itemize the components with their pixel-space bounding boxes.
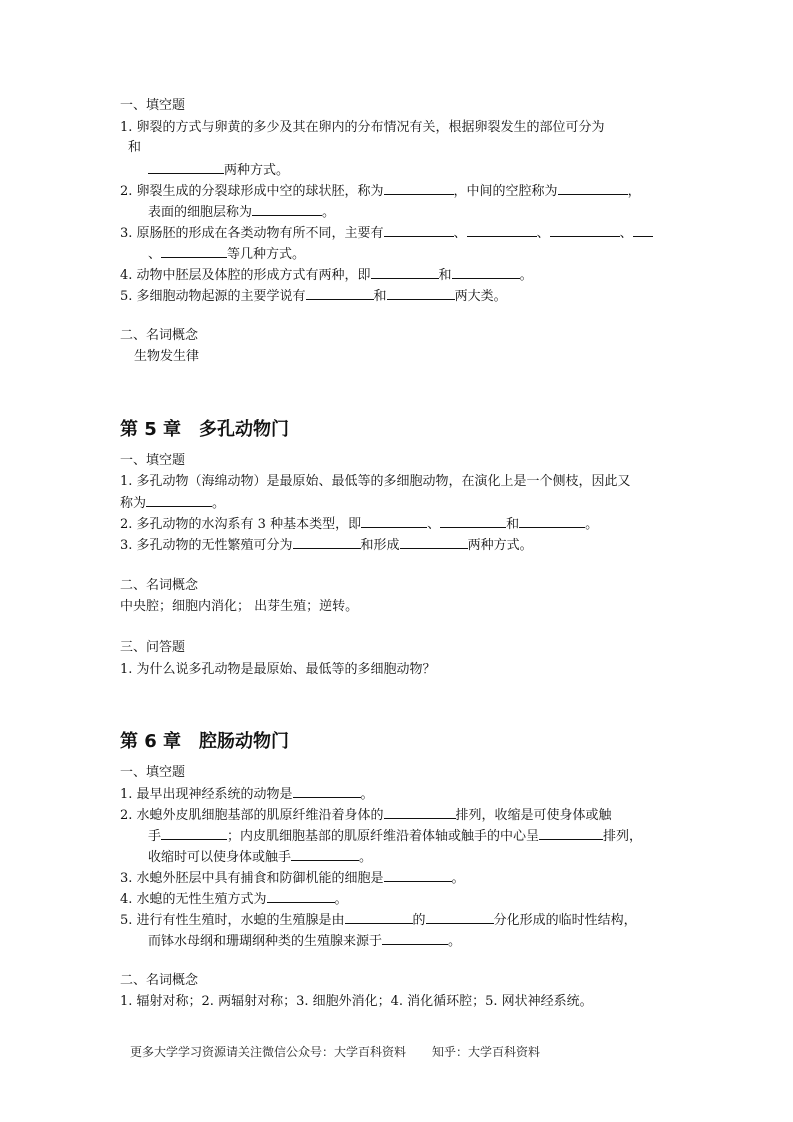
section-heading-fill: 一、填空题 (120, 765, 186, 780)
q-text: 5. 多细胞动物起源的主要学说有 (120, 289, 306, 304)
question-2 (120, 515, 598, 533)
q-text: 手 (148, 829, 162, 844)
q-text: 1. 卵裂的方式与卵黄的多少及其在卵内的分布情况有关，根据卵裂发生的部位可分为 (120, 120, 605, 135)
question-1-cont (128, 139, 141, 156)
q-text: 。 (519, 268, 533, 283)
q-text: 和 (373, 289, 387, 304)
question-1 (120, 119, 605, 136)
section-heading-terms: 二、名词概念 (120, 578, 199, 593)
footer-zhihu: 知乎：大学百科资料 (432, 1045, 541, 1059)
q-text: 两大类。 (454, 289, 507, 304)
q-text: 。 (451, 871, 465, 886)
answer-blank[interactable] (146, 494, 212, 507)
q-text: 的 (412, 913, 426, 928)
question-1-cont2 (148, 161, 289, 179)
q-text: 。 (334, 892, 348, 907)
q-text: 和 (438, 268, 452, 283)
q-text: 2. 卵裂生成的分裂球形成中空的球状胚，称为 (120, 184, 384, 199)
footer-wechat: 更多大学学习资源请关注微信公众号：大学百科资料 (130, 1045, 407, 1059)
q-text: 。 (448, 934, 462, 949)
chapter-5-title: 第 5 章 多孔动物门 (120, 419, 290, 440)
q-text: 。 (322, 205, 336, 220)
answer-blank[interactable] (440, 515, 506, 528)
q-text: 2. 水螅外皮肌细胞基部的肌原纤维沿着身体的 (120, 808, 384, 823)
q-sep: 、 (619, 226, 633, 241)
answer-blank[interactable] (519, 515, 585, 528)
question-2 (120, 806, 612, 824)
q-text: 3. 多孔动物的无性繁殖可分为 (120, 538, 293, 553)
q-text: 两种方式。 (467, 538, 533, 553)
answer-blank[interactable] (382, 932, 448, 945)
q-text: 收缩时可以使身体或触手 (148, 850, 292, 865)
q-text: 。 (360, 787, 374, 802)
answer-blank[interactable] (293, 785, 361, 798)
q-text: 5. 进行有性生殖时，水螅的生殖腺是由 (120, 913, 345, 928)
question-2-cont2 (148, 848, 372, 866)
answer-blank[interactable] (161, 245, 227, 258)
q-sep: 、 (453, 226, 467, 241)
question-5-cont (148, 932, 461, 950)
q-text: 4. 水螅的无性生殖方式为 (120, 892, 267, 907)
q-text: 3. 水螅外胚层中具有捕食和防御机能的细胞是 (120, 871, 384, 886)
q-text: 等几种方式。 (227, 247, 306, 262)
answer-blank[interactable] (345, 911, 413, 924)
answer-blank[interactable] (384, 869, 452, 882)
answer-blank[interactable] (558, 182, 628, 195)
question-4 (120, 266, 533, 284)
answer-blank[interactable] (539, 827, 603, 840)
answer-blank[interactable] (306, 287, 374, 300)
section-heading-qa: 三、问答题 (120, 640, 186, 655)
answer-blank[interactable] (384, 182, 454, 195)
section-heading-fill: 一、填空题 (120, 453, 186, 468)
question-1 (120, 785, 374, 803)
answer-blank[interactable] (361, 515, 427, 528)
q-text: 排列， (603, 829, 643, 844)
answer-blank[interactable] (467, 224, 537, 237)
question-3 (120, 536, 533, 554)
q-text: 2. 多孔动物的水沟系有 3 种基本类型，即 (120, 517, 362, 532)
q-text: ，中间的空腔称为 (453, 184, 558, 199)
term-item: 生物发生律 (134, 349, 200, 364)
question-3-cont (148, 245, 305, 263)
q-text: 4. 动物中胚层及体腔的形成方式有两种，即 (120, 268, 371, 283)
q-text: 。 (585, 517, 599, 532)
q-text: ， (627, 184, 641, 199)
chapter-6-title: 第 6 章 腔肠动物门 (120, 731, 290, 752)
question-5 (120, 287, 507, 305)
answer-blank[interactable] (426, 911, 494, 924)
answer-blank[interactable] (252, 203, 322, 216)
answer-blank[interactable] (384, 224, 454, 237)
question-3 (120, 224, 653, 242)
q-text: 。 (359, 850, 373, 865)
q-text: 排列，收缩是可使身体或触 (455, 808, 612, 823)
q-text: 和形成 (360, 538, 400, 553)
q-text: ；内皮肌细胞基部的肌原纤维沿着体轴或触手的中心呈 (227, 829, 540, 844)
question-5 (120, 911, 637, 929)
question-1-cont (120, 494, 225, 512)
question-1 (120, 473, 631, 490)
section-heading-terms: 二、名词概念 (120, 973, 199, 988)
answer-blank[interactable] (161, 827, 227, 840)
q-text: 和 (506, 517, 520, 532)
answer-blank[interactable] (293, 536, 361, 549)
question-2-cont (148, 827, 642, 845)
answer-blank[interactable] (452, 266, 520, 279)
q-text: 1. 多孔动物（海绵动物）是最原始、最低等的多细胞动物，在演化上是一个侧枝，因此又 (120, 474, 631, 489)
terms-line: 1. 辐射对称；2. 两辐射对称；3. 细胞外消化；4. 消化循环腔；5. 网状神经系统。 (120, 994, 593, 1009)
q-sep: 、 (536, 226, 550, 241)
q-text: 、 (148, 247, 162, 262)
question-2 (120, 182, 641, 200)
q-text: 。 (212, 496, 226, 511)
section-heading-fill: 一、填空题 (120, 98, 186, 113)
q-text: 而钵水母纲和珊瑚纲种类的生殖腺来源于 (148, 934, 383, 949)
q-text: 分化形成的临时性结构， (493, 913, 637, 928)
q-text: 1. 最早出现神经系统的动物是 (120, 787, 293, 802)
answer-blank[interactable] (550, 224, 620, 237)
question-2-cont (148, 203, 335, 221)
answer-blank[interactable] (384, 806, 456, 819)
answer-blank[interactable] (371, 266, 439, 279)
answer-blank[interactable] (267, 890, 335, 903)
qa-question-1: 1. 为什么说多孔动物是最原始、最低等的多细胞动物？ (120, 662, 436, 677)
q-text: 、 (427, 517, 441, 532)
answer-blank[interactable] (291, 848, 359, 861)
q-text: 和 (128, 140, 142, 155)
q-text: 称为 (120, 496, 147, 511)
q-text: 3. 原肠胚的形成在各类动物有所不同，主要有 (120, 226, 384, 241)
question-3 (120, 869, 465, 887)
terms-line: 中央腔；细胞内消化； 出芽生殖；逆转。 (120, 599, 359, 614)
question-4 (120, 890, 348, 908)
answer-blank[interactable] (633, 224, 653, 237)
q-text: 表面的细胞层称为 (148, 205, 253, 220)
q-text: 两种方式。 (224, 163, 290, 178)
answer-blank[interactable] (148, 161, 224, 174)
answer-blank[interactable] (400, 536, 468, 549)
section-heading-terms: 二、名词概念 (120, 328, 199, 343)
answer-blank[interactable] (387, 287, 455, 300)
